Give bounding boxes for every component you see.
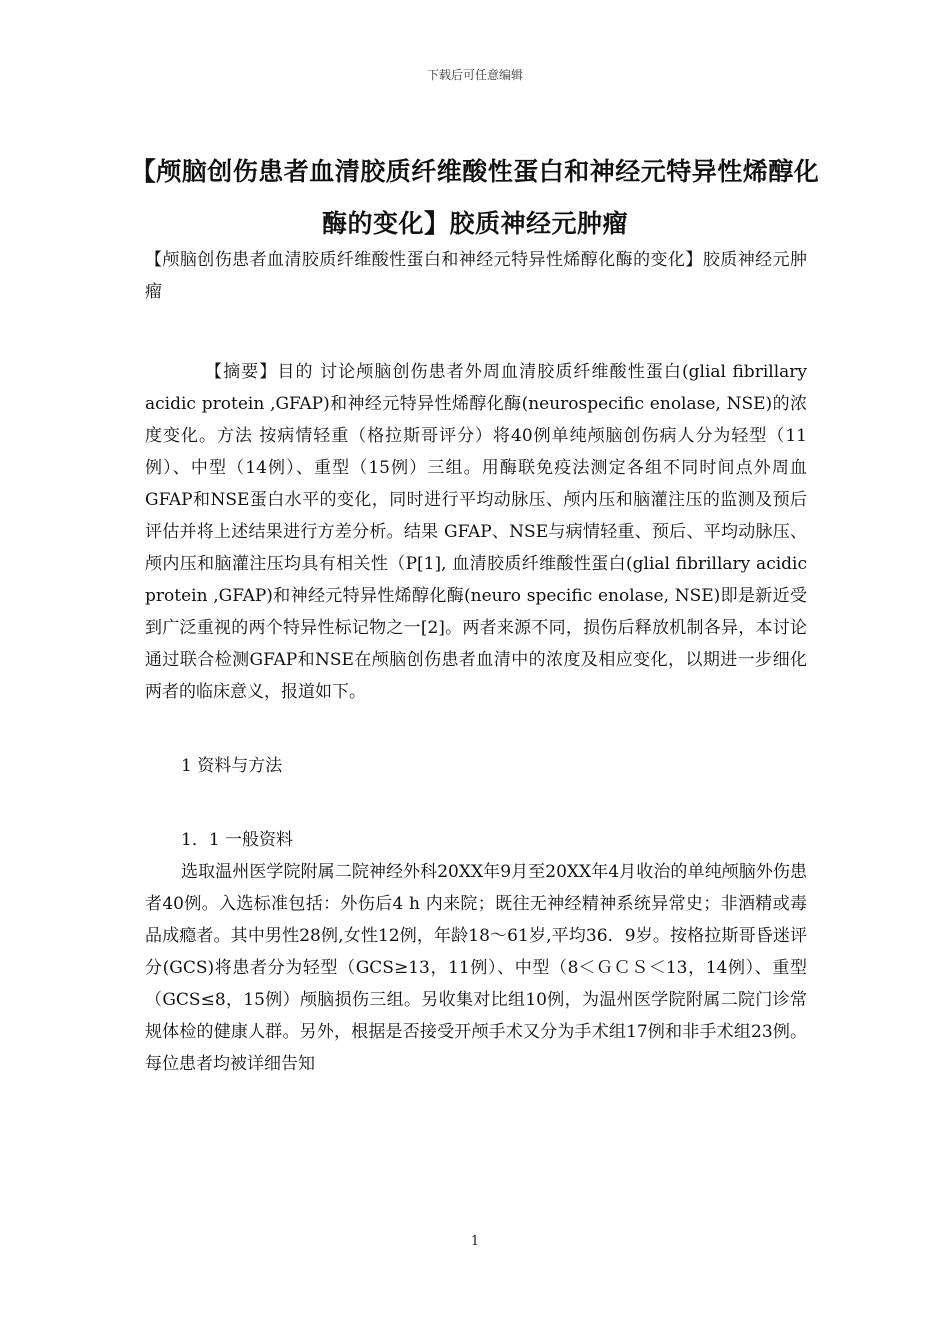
header-note: 下载后可任意编辑 xyxy=(426,68,523,82)
section-1-1-body: 选取温州医学院附属二院神经外科20XX年9月至20XX年4月收治的单纯颅脑外伤患者40例。入选标准包括：外伤后4 h 内来院；既往无神经精神系统异常史；非酒精或毒品成瘾者。其中男性28例,女性12例，年龄18～61岁,平均36．9岁。按格拉斯哥昏迷评分(GCS)将患者分为轻型（GCS≥13，11例）、中型（8＜ＧＣＳ＜13，14例）、重型（GCS≤8，15例）颅脑损伤三组。另收集对比组10例，为温州医学院附属二院门诊常规体检的健康人群。另外，根据是否接受开颅手术又分为手术组17例和非手术组23例。每位患者均被详细告知 xyxy=(145,862,807,1074)
subtitle-line: 【颅脑创伤患者血清胶质纤维酸性蛋白和神经元特异性烯醇化酶的变化】胶质神经元肿瘤 xyxy=(145,250,807,302)
document-title: 【颅脑创伤患者血清胶质纤维酸性蛋白和神经元特异性烯醇化酶的变化】胶质神经元肿瘤 xyxy=(130,157,820,238)
section-1-heading: 1 资料与方法 xyxy=(181,756,283,776)
section-1-1-heading: 1．1 一般资料 xyxy=(181,830,294,850)
abstract-paragraph: 【摘要】目的 讨论颅脑创伤患者外周血清胶质纤维酸性蛋白(glial fibrillary acidic protein ,GFAP)和神经元特异性烯醇化酶(neurospecific enolase, NSE)的浓度变化。方法 按病情轻重（格拉斯哥评分）将40例单纯颅脑创伤病人分为轻型（11例）、中型（14例）、重型（15例）三组。用酶联免疫法测定各组不同时间点外周血GFAP和NSE蛋白水平的变化，同时进行平均动脉压、颅内压和脑灌注压的监测及预后评估并将上述结果进行方差分析。结果 GFAP、NSE与病情轻重、预后、平均动脉压、颅内压和脑灌注压均具有相关性（P[1], 血清胶质纤维酸性蛋白(glial fibrillary acidic protein ,GFAP)和神经元特异性烯醇化酶(neuro specific enolase, NSE)即是新近受到广泛重视的两个特异性标记物之一[2]。两者来源不同，损伤后释放机制各异，本讨论通过联合检测GFAP和NSE在颅脑创伤患者血清中的浓度及相应变化，以期进一步细化两者的临床意义，报道如下。 xyxy=(145,362,807,702)
document-body xyxy=(145,244,807,1080)
page-number: 1 xyxy=(470,1234,480,1249)
